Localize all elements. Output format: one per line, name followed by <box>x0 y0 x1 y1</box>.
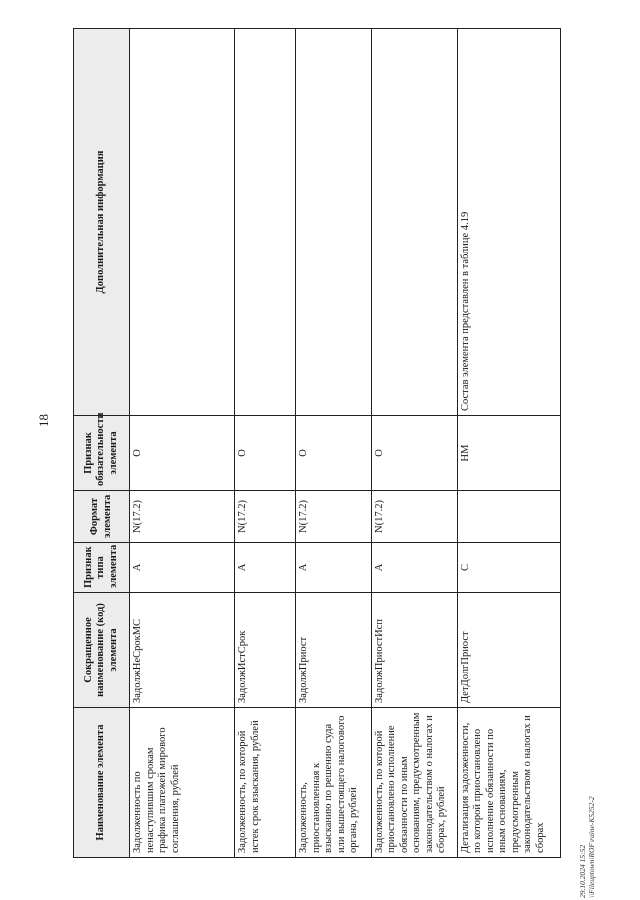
cell-name: Задолженность, приостановленная к взысканию по решению суда или вышестоящего налогового органа, рублей <box>296 708 372 858</box>
cell-info: Состав элемента представлен в таблице 4.19 <box>457 29 560 416</box>
cell-format: N(17.2) <box>130 491 235 543</box>
cell-format: N(17.2) <box>235 491 296 543</box>
cell-format: N(17.2) <box>371 491 457 543</box>
cell-required: О <box>235 416 296 491</box>
header-element-name: Наименование элемента <box>74 708 130 858</box>
table-header-row <box>74 29 130 858</box>
cell-type: А <box>235 543 296 593</box>
table-row <box>296 29 372 858</box>
table-row <box>457 29 560 858</box>
cell-name: Задолженность по ненаступившим срокам графика платежей мирового соглашения, рублей <box>130 708 235 858</box>
stamp-date: 29.10.2024 15:52 <box>578 844 587 898</box>
cell-code: ЗадолжНеСрокМС <box>130 593 235 708</box>
cell-code: ЗадолжПриост <box>296 593 372 708</box>
header-additional-info: Дополнительная информация <box>74 29 130 416</box>
cell-format: N(17.2) <box>296 491 372 543</box>
cell-type: А <box>371 543 457 593</box>
page-number: 18 <box>36 414 51 427</box>
cell-type: А <box>130 543 235 593</box>
cell-name: Задолженность, по которой приостановлено исполнение обязанности по иным основаниям, предусмотренным законодательством о налогах и сборах, рублей <box>371 708 457 858</box>
table-row <box>235 29 296 858</box>
cell-info <box>371 29 457 416</box>
cell-type: А <box>296 543 372 593</box>
cell-code: ЗадолжПриостИсп <box>371 593 457 708</box>
cell-info <box>235 29 296 416</box>
table-row <box>130 29 235 858</box>
table-row <box>371 29 457 858</box>
cell-info <box>130 29 235 416</box>
cell-format <box>457 491 560 543</box>
cell-required: О <box>296 416 372 491</box>
cell-required: О <box>130 416 235 491</box>
header-element-code: Сокращенное наименование (код) элемента <box>74 593 130 708</box>
cell-required: НМ <box>457 416 560 491</box>
cell-info <box>296 29 372 416</box>
cell-code: ЗадолжИстСрок <box>235 593 296 708</box>
cell-code: ДетДолгПриост <box>457 593 560 708</box>
header-element-type: Признак типа элемента <box>74 543 130 593</box>
cell-type: С <box>457 543 560 593</box>
print-stamp <box>578 796 596 898</box>
elements-table <box>73 28 561 858</box>
cell-name: Задолженность, по которой истек срок взыскания, рублей <box>235 708 296 858</box>
cell-name: Детализация задолженности, по которой приостановлено исполнение обязанности по иным основаниям, предусмотренным законодательством о налогах и сборах <box>457 708 560 858</box>
cell-required: О <box>371 416 457 491</box>
stamp-path: \\Fileuptown\ROF\raine-K5252-2 <box>587 796 596 898</box>
header-element-format: Формат элемента <box>74 491 130 543</box>
header-element-required: Признак обязательности элемента <box>74 416 130 491</box>
rotated-table-container <box>73 28 561 858</box>
